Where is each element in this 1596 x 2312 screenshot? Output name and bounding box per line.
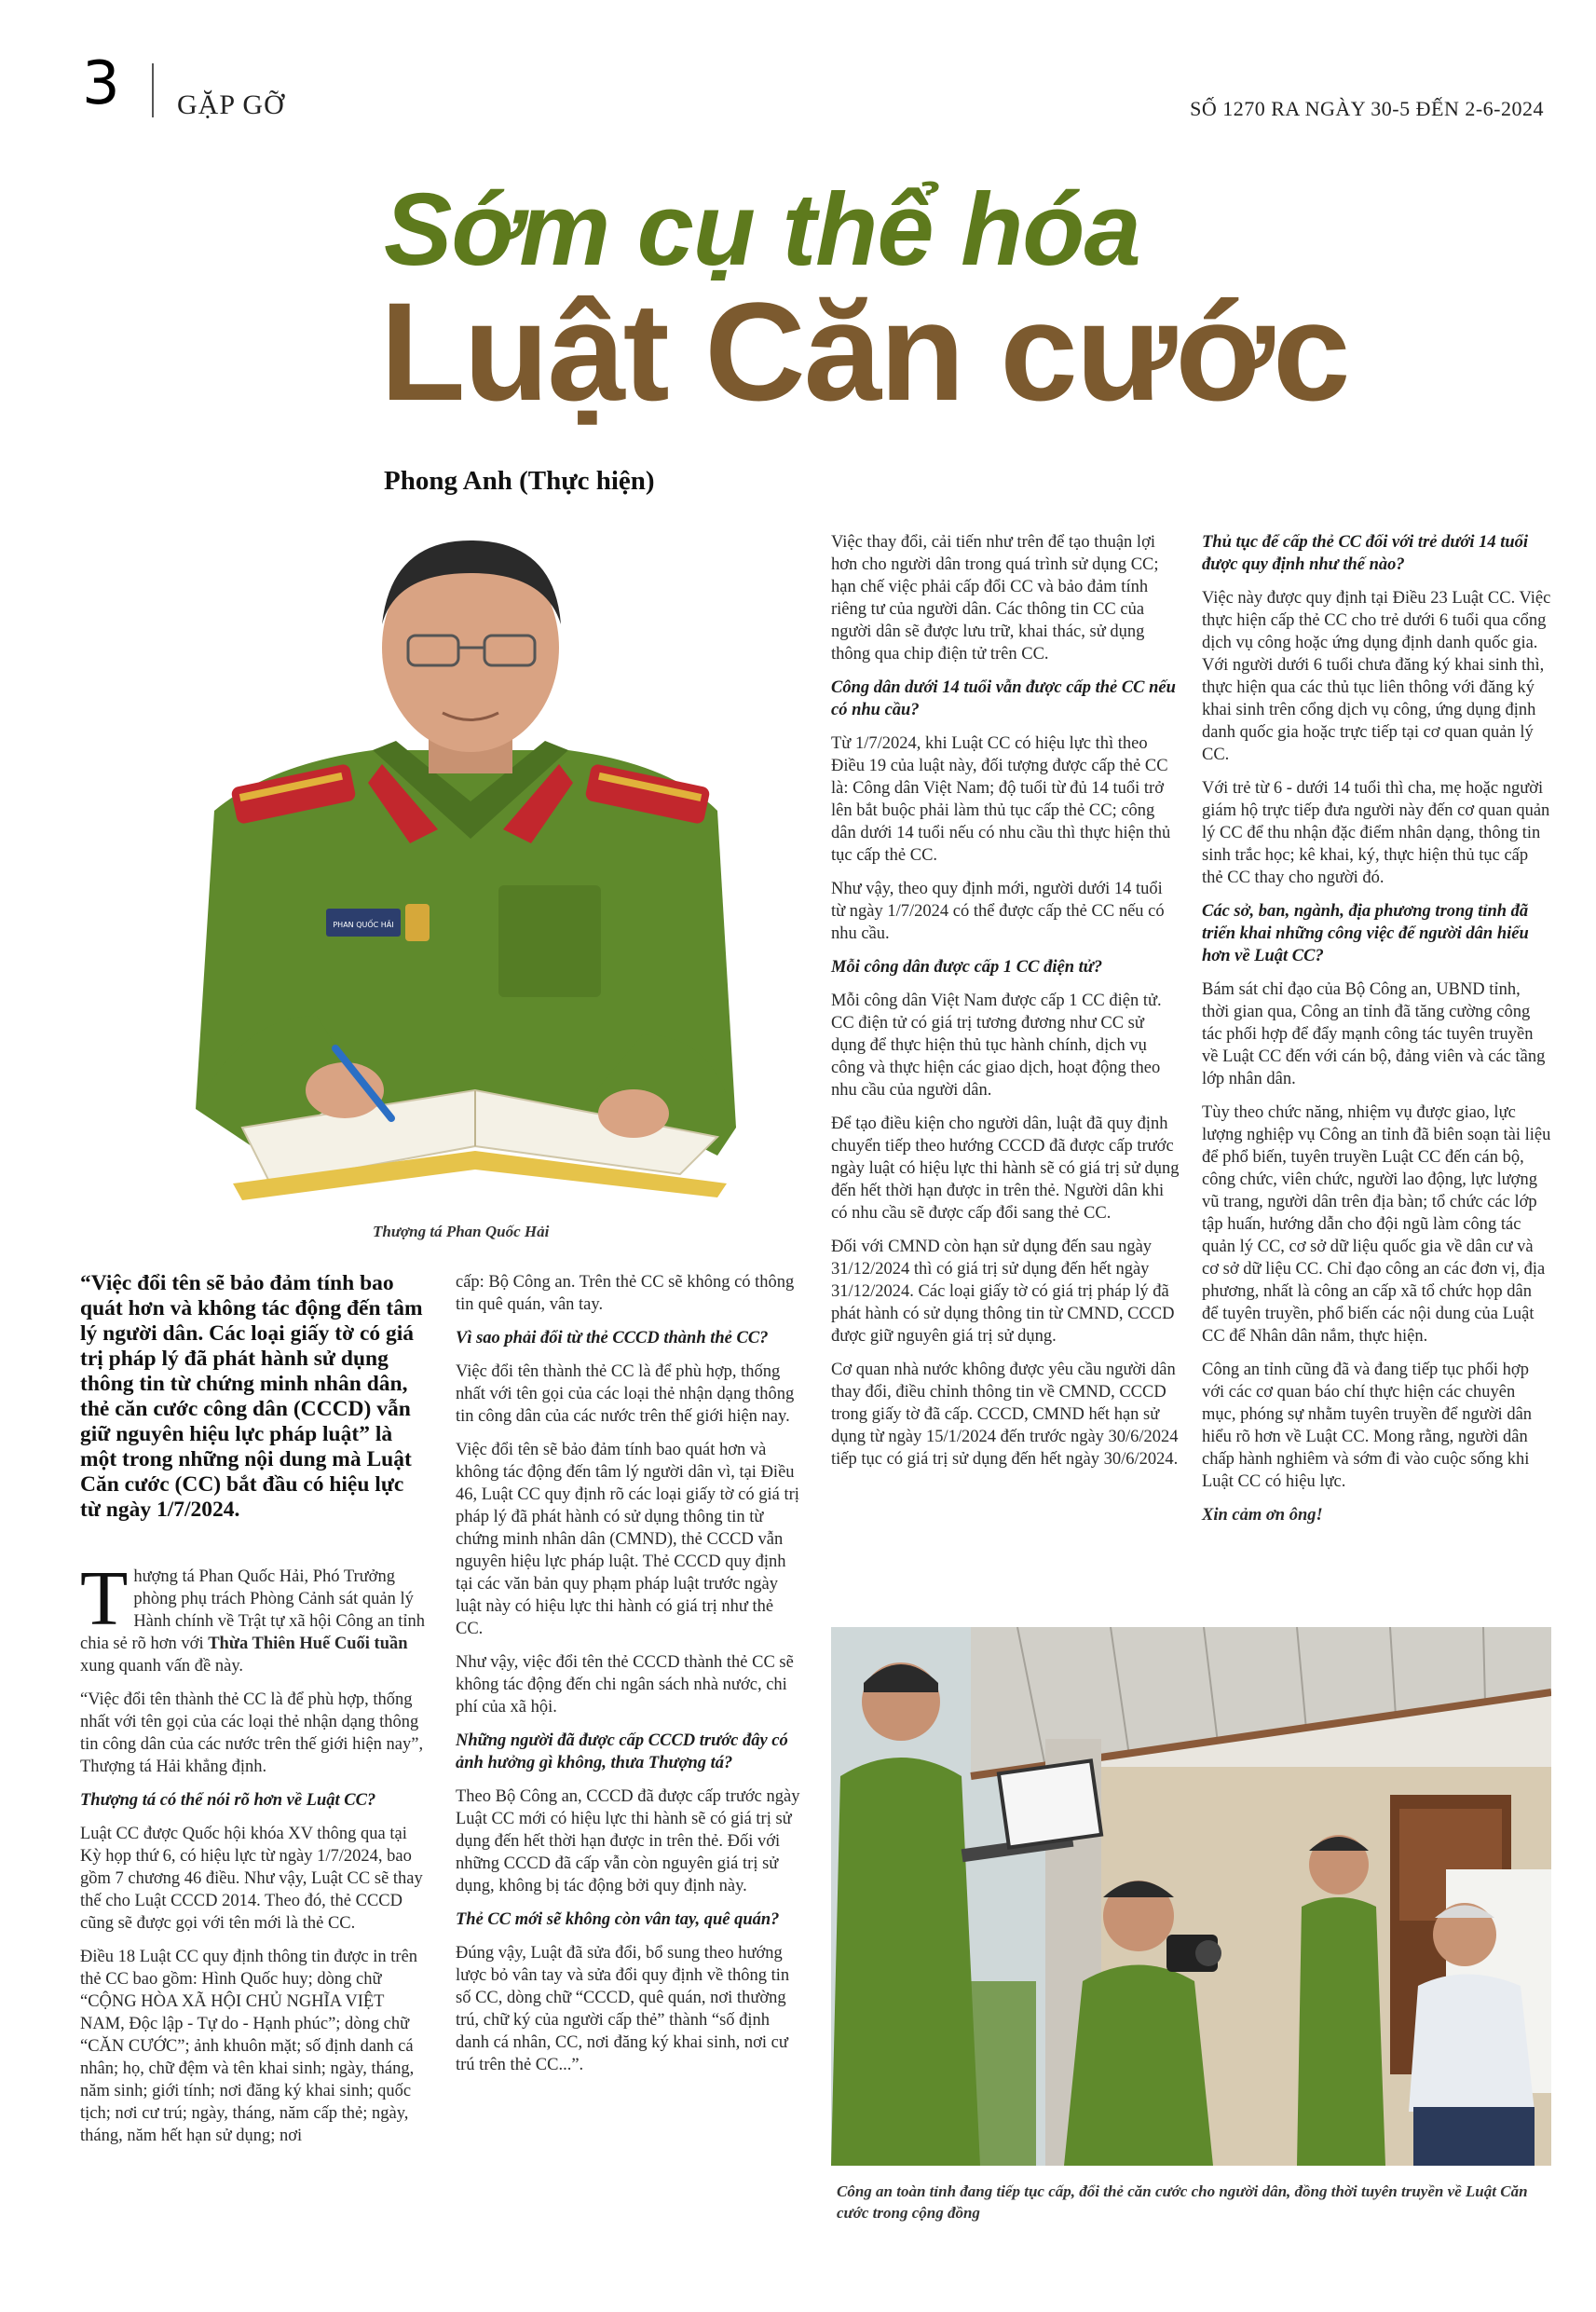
publication-name: Thừa Thiên Huế Cuối tuần xyxy=(208,1635,408,1653)
paragraph: Đối với CMND còn hạn sử dụng đến sau ngày 31/12/2024 thì có giá trị sử dụng đến hết ngày 31/12/2024. Các loại giấy tờ có giá trị pháp lý đã phát hành có sử dụng thông tin từ CMND, CCCD được giữ nguyên giá trị sử dụng. xyxy=(831,1238,1175,1346)
interview-question: Công dân dưới 14 tuổi vẫn được cấp thẻ CC nếu có nhu cầu? xyxy=(831,678,1176,719)
intro-paragraph: Thượng tá Phan Quốc Hải, Phó Trưởng phòng phụ trách Phòng Cảnh sát quản lý Hành chính về Trật tự xã hội Công an tỉnh chia sẻ rõ hơn với Thừa Thiên Huế Cuối tuần xung quanh vấn đề này. xyxy=(80,1555,425,1676)
paragraph: Theo Bộ Công an, CCCD đã được cấp trước ngày Luật CC mới có hiệu lực thi hành sẽ có giá trị sử dụng đến hết thời hạn được in trên thẻ. Đối với những CCCD đã cấp vẫn còn nguyên giá trị sử dụng, không bị tác động bởi quy định này. xyxy=(456,1787,800,1895)
headline-line-1: Sớm cụ thể hóa xyxy=(384,172,1140,287)
section-name: GẶP GỠ xyxy=(177,89,285,120)
interview-question: Thượng tá có thể nói rõ hơn về Luật CC? xyxy=(80,1791,376,1810)
drop-cap: T xyxy=(80,1555,129,1642)
paragraph: Như vậy, theo quy định mới, người dưới 14 tuổi từ ngày 1/7/2024 có thể được cấp thẻ CC nếu có nhu cầu. xyxy=(831,880,1165,943)
header-divider xyxy=(152,63,154,117)
portrait-caption: Thượng tá Phan Quốc Hải xyxy=(373,1223,550,1240)
name-badge-text: PHAN QUỐC HẢI xyxy=(333,921,394,929)
paragraph: Luật CC được Quốc hội khóa XV thông qua tại Kỳ họp thứ 6, có hiệu lực từ ngày 1/7/2024, bao gồm 7 chương 46 điều. Như vậy, Luật CC sẽ thay thế cho Luật CCCD 2014. Theo đó, thẻ CCCD cũng sẽ được gọi với tên mới là thẻ CC. xyxy=(80,1825,423,1933)
paragraph: Để tạo điều kiện cho người dân, luật đã quy định chuyển tiếp theo hướng CCCD đã được cấp trước ngày luật có hiệu lực thi hành sẽ có giá trị sử dụng đến hết thời hạn được in trên thẻ. Người dân khi có nhu cầu sẽ được cấp đổi sang thẻ CC. xyxy=(831,1115,1180,1223)
paragraph: Việc đổi tên sẽ bảo đảm tính bao quát hơn và không tác động đến tâm lý người dân vì, tại Điều 46, Luật CC quy định rõ các loại giấy tờ có giá trị pháp lý đã phát hành có sử dụng thông tin từ chứng minh nhân dân (CMND), thẻ CCCD vẫn nguyên hiệu lực pháp luật. Thẻ CCCD quy định tại các văn bản quy phạm pháp luật trước ngày luật này có hiệu lực thi hành có giá trị như thẻ CC. xyxy=(456,1441,799,1638)
paragraph: Từ 1/7/2024, khi Luật CC có hiệu lực thì theo Điều 19 của luật này, đối tượng được cấp thẻ CC là: Công dân Việt Nam; độ tuổi từ đủ 14 tuổi trở lên bắt buộc phải làm thủ tục cấp thẻ CC; công dân dưới 14 tuổi nếu có nhu cầu thì thực hiện thủ tục cấp thẻ CC. xyxy=(831,734,1171,865)
paragraph: Với trẻ từ 6 - dưới 14 tuổi thì cha, mẹ hoặc người giám hộ trực tiếp đưa người này đến cơ quan quản lý CC để thu nhận đặc điểm nhân dạng, thông tin sinh trắc học; kê khai, ký, thực hiện thủ tục cấp thẻ CC thay cho người đó. xyxy=(1202,779,1550,887)
article-column-1 xyxy=(80,1555,429,2158)
article-column-4 xyxy=(1202,531,1551,1538)
interview-question: Mỗi công dân được cấp 1 CC điện tử? xyxy=(831,958,1103,977)
interview-question: Các sở, ban, ngành, địa phương trong tỉnh đã triển khai những công việc để người dân hiểu hơn về Luật CC? xyxy=(1202,902,1529,965)
paragraph: Như vậy, việc đổi tên thẻ CCCD thành thẻ CC sẽ không tác động đến chi ngân sách nhà nước, chi phí của xã hội. xyxy=(456,1653,794,1717)
paragraph: Cơ quan nhà nước không được yêu cầu người dân thay đổi, điều chỉnh thông tin về CMND, CCCD trong giấy tờ đã cấp. CCCD, CMND hết hạn sử dụng từ ngày 15/1/2024 đến trước ngày 30/6/2024 tiếp tục có giá trị sử dụng đến hết ngày 30/6/2024. xyxy=(831,1361,1179,1469)
interview-question: Thẻ CC mới sẽ không còn vân tay, quê quán? xyxy=(456,1910,780,1929)
portrait-photo xyxy=(158,531,783,1211)
interview-question: Thủ tục để cấp thẻ CC đối với trẻ dưới 14 tuổi được quy định như thế nào? xyxy=(1202,533,1529,574)
pull-quote: “Việc đổi tên sẽ bảo đảm tính bao quát hơn và không tác động đến tâm lý người dân. Các loại giấy tờ có giá trị pháp lý đã phát hành sử dụng thông tin từ chứng minh nhân dân, thẻ căn cước công dân (CCCD) vẫn giữ nguyên hiệu lực pháp luật” là một trong những nội dung mà Luật Căn cước (CC) bắt đầu có hiệu lực từ ngày 1/7/2024. xyxy=(80,1271,423,1522)
page-number: 3 xyxy=(82,49,120,118)
paragraph: Đúng vậy, Luật đã sửa đổi, bổ sung theo hướng lược bỏ vân tay và sửa đổi quy định về thông tin số CC, dòng chữ “CCCD, quê quán, nơi thường trú, chữ ký của người cấp thẻ” thành “số định danh cá nhân, CC, nơi đăng ký khai sinh, nơi cư trú trên thẻ CC...”. xyxy=(456,1944,790,2074)
field-photo xyxy=(831,1627,1551,2166)
closing-line: Xin cảm ơn ông! xyxy=(1202,1506,1323,1525)
article-column-3 xyxy=(831,531,1180,1482)
paragraph: Công an tỉnh cũng đã và đang tiếp tục phối hợp với các cơ quan báo chí thực hiện các chuyên mục, phóng sự nhằm tuyên truyền để người dân hiểu rõ hơn về Luật CC. Mong rằng, người dân chấp hành nghiêm và sớm đi vào cuộc sống khi Luật CC có hiệu lực. xyxy=(1202,1361,1533,1491)
article-column-2 xyxy=(456,1271,804,2087)
field-photo-caption: Công an toàn tỉnh đang tiếp tục cấp, đổi thẻ căn cước cho người dân, đồng thời tuyên truyền về Luật Căn cước trong cộng đồng xyxy=(837,2182,1528,2222)
interview-question: Vì sao phải đổi từ thẻ CCCD thành thẻ CC? xyxy=(456,1329,769,1348)
paragraph: Việc thay đổi, cải tiến như trên để tạo thuận lợi hơn cho người dân trong quá trình sử dụng CC; hạn chế việc phải cấp đổi CC và bảo đảm tính riêng tư của người dân. Các thông tin CC của người dân sẽ được lưu trữ, khai thác, sử dụng thông qua chip điện tử trên CC. xyxy=(831,533,1159,664)
headline-line-2: Luật Căn cước xyxy=(380,273,1349,430)
paragraph: Tùy theo chức năng, nhiệm vụ được giao, lực lượng nghiệp vụ Công an tỉnh đã biên soạn tài liệu để phổ biến, tuyên truyền Luật CC đến cán bộ, công chức, viên chức, người lao động, lực lượng vũ trang, người dân trên địa bàn; tổ chức các lớp tập huấn, hướng dẫn cho đội ngũ làm công tác quản lý CC, cơ sở dữ liệu quốc gia về dân cư và cơ sở dữ liệu CC. Chỉ đạo công an các đơn vị, địa phương, nhất là công an cấp xã tổ chức họp dân để tuyên truyền, phổ biến các nội dung của Luật CC để Nhân dân nắm, thực hiện. xyxy=(1202,1103,1551,1346)
paragraph: Việc đổi tên thành thẻ CC là để phù hợp, thống nhất với tên gọi của các loại thẻ nhận dạng thông tin công dân của các nước trên thế giới hiện nay. xyxy=(456,1362,795,1426)
interview-question: Những người đã được cấp CCCD trước đây có ảnh hưởng gì không, thưa Thượng tá? xyxy=(456,1731,788,1772)
byline: Phong Anh (Thực hiện) xyxy=(384,466,655,496)
paragraph: Mỗi công dân Việt Nam được cấp 1 CC điện tử. CC điện tử có giá trị tương đương như CC sử dụng để thực hiện thủ tục hành chính, dịch vụ công và thực hiện các giao dịch, hoạt động theo nhu cầu của người dân. xyxy=(831,992,1162,1100)
paragraph: cấp: Bộ Công an. Trên thẻ CC sẽ không có thông tin quê quán, vân tay. xyxy=(456,1273,795,1314)
paragraph: “Việc đổi tên thành thẻ CC là để phù hợp, thống nhất với tên gọi của các loại thẻ nhận dạng thông tin công dân của các nước trên thế giới hiện nay”, Thượng tá Hải khẳng định. xyxy=(80,1690,424,1776)
paragraph: Việc này được quy định tại Điều 23 Luật CC. Việc thực hiện cấp thẻ CC cho trẻ dưới 6 tuổi qua cổng dịch vụ công hoặc ứng dụng định danh quốc gia. Với người dưới 6 tuổi chưa đăng ký khai sinh thì, thực hiện qua các thủ tục liên thông với đăng ký khai sinh trên cổng dịch vụ công, ứng dụng định danh quốc gia hoặc trực tiếp tại cơ quan quản lý CC. xyxy=(1202,589,1551,764)
issue-info: SỐ 1270 RA NGÀY 30-5 ĐẾN 2-6-2024 xyxy=(1190,97,1544,120)
paragraph: Bám sát chỉ đạo của Bộ Công an, UBND tỉnh, thời gian qua, Công an tỉnh đã tăng cường công tác phối hợp để đẩy mạnh công tác tuyên truyền về Luật CC đến với cán bộ, đảng viên và các tầng lớp nhân dân. xyxy=(1202,980,1546,1088)
paragraph: Điều 18 Luật CC quy định thông tin được in trên thẻ CC bao gồm: Hình Quốc huy; dòng chữ “CỘNG HÒA XÃ HỘI CHỦ NGHĨA VIỆT NAM, Độc lập - Tự do - Hạnh phúc”; dòng chữ “CĂN CƯỚC”; ảnh khuôn mặt; số định danh cá nhân; họ, chữ đệm và tên khai sinh; ngày, tháng, năm sinh; giới tính; nơi đăng ký khai sinh; quốc tịch; nơi cư trú; ngày, tháng, năm cấp thẻ; ngày, tháng, năm hết hạn sử dụng; nơi xyxy=(80,1948,418,2145)
